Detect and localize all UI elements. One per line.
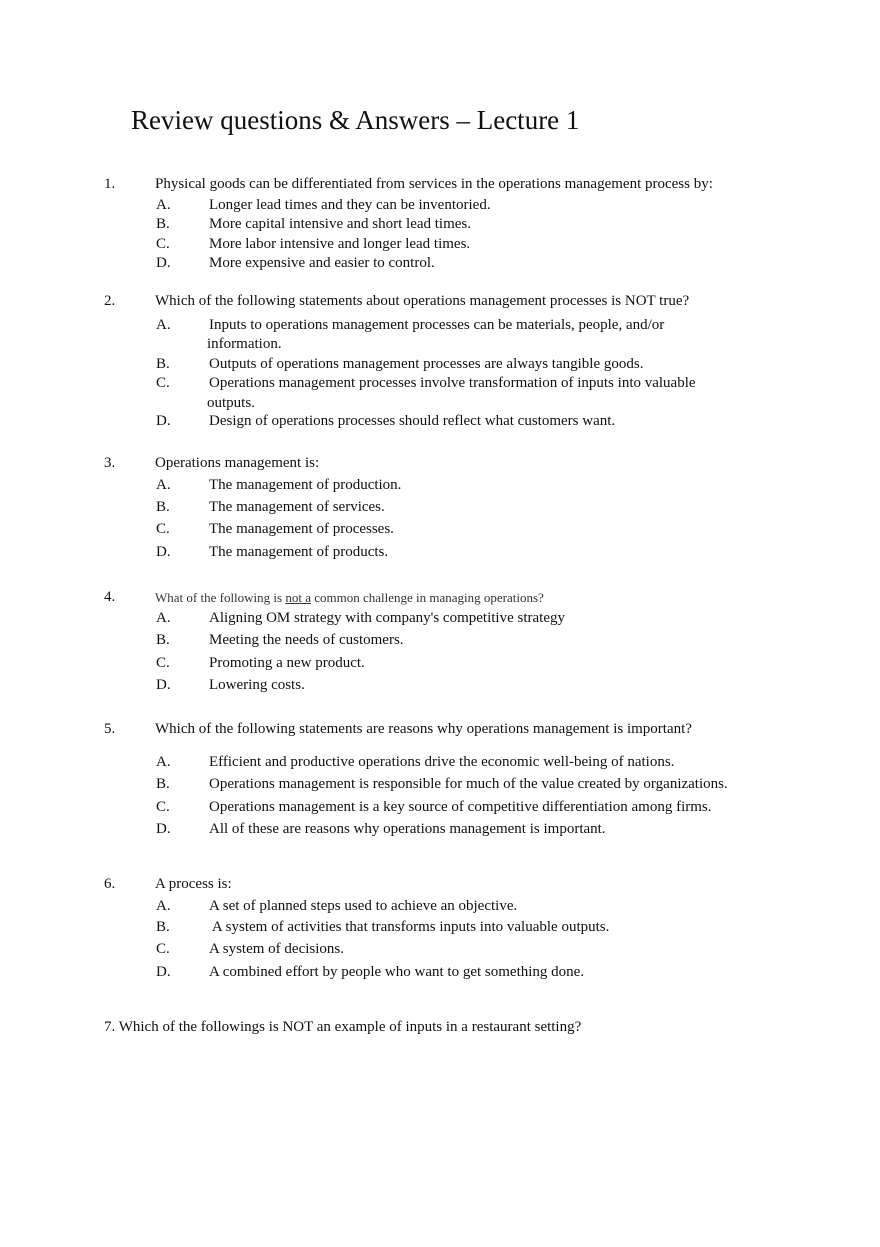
option-text: More labor intensive and longer lead times. — [209, 236, 471, 252]
option-letter: C. — [156, 655, 170, 671]
option-text: The management of products. — [209, 544, 389, 560]
option-letter: D. — [156, 413, 171, 429]
option-letter: D. — [156, 544, 171, 560]
option-letter: A. — [156, 197, 171, 213]
option-text: Aligning OM strategy with company's competitive strategy — [209, 610, 565, 626]
option-text: Operations management is a key source of competitive differentiation among firms. — [209, 799, 712, 815]
question-number: 4. — [104, 589, 116, 605]
option-letter: B. — [156, 776, 170, 792]
option-letter: C. — [156, 799, 170, 815]
question-text-underlined: not a — [285, 590, 311, 605]
option-letter: B. — [156, 499, 170, 515]
option-text: Outputs of operations management processes are always tangible goods. — [209, 356, 644, 372]
question-number: 2. — [104, 293, 116, 309]
question-number: 6. — [104, 876, 116, 892]
option-text: Operations management is responsible for much of the value created by organizations. — [209, 776, 728, 792]
option-text: Longer lead times and they can be inventoried. — [209, 197, 491, 213]
option-text: A system of decisions. — [209, 941, 344, 957]
option-text: More capital intensive and short lead times. — [209, 216, 472, 232]
question-number: 1. — [104, 176, 116, 192]
question-text: A process is: — [155, 876, 232, 892]
question-text: Which of the following statements are reasons why operations management is important? — [155, 721, 692, 737]
option-text: Design of operations processes should reflect what customers want. — [209, 413, 616, 429]
question-text — [155, 588, 544, 607]
option-text-continuation: information. — [207, 336, 282, 352]
question-7: 7. Which of the followings is NOT an example of inputs in a restaurant setting? — [104, 1019, 582, 1035]
page-title: Review questions & Answers – Lecture 1 — [131, 105, 580, 135]
question-number: 5. — [104, 721, 116, 737]
option-text: A combined effort by people who want to get something done. — [209, 964, 585, 980]
option-letter: A. — [156, 898, 171, 914]
question-text: Physical goods can be differentiated from services in the operations management process by: — [155, 176, 713, 192]
option-text: Operations management processes involve transformation of inputs into valuable — [209, 375, 696, 391]
option-text: A system of activities that transforms inputs into valuable outputs. — [209, 919, 610, 935]
option-text: The management of production. — [209, 477, 402, 493]
question-text: Operations management is: — [155, 455, 320, 471]
option-text: Efficient and productive operations drive the economic well-being of nations. — [209, 754, 675, 770]
option-text: All of these are reasons why operations management is important. — [209, 821, 606, 837]
option-letter: D. — [156, 677, 171, 693]
option-letter: B. — [156, 216, 170, 232]
option-letter: D. — [156, 964, 171, 980]
option-text: Meeting the needs of customers. — [209, 632, 404, 648]
option-letter: D. — [156, 821, 171, 837]
option-letter: B. — [156, 632, 170, 648]
option-letter: A. — [156, 754, 171, 770]
option-letter: B. — [156, 919, 170, 935]
option-letter: A. — [156, 317, 171, 333]
question-text: Which of the following statements about operations management processes is NOT true? — [155, 293, 690, 309]
option-text-continuation: outputs. — [207, 395, 255, 411]
option-text: A set of planned steps used to achieve an objective. — [209, 898, 518, 914]
option-letter: D. — [156, 255, 171, 271]
question-text-after: common challenge in managing operations? — [310, 590, 544, 605]
option-letter: C. — [156, 236, 170, 252]
option-letter: A. — [156, 610, 171, 626]
option-text: Inputs to operations management processes can be materials, people, and/or — [209, 317, 665, 333]
question-number: 3. — [104, 455, 116, 471]
option-letter: A. — [156, 477, 171, 493]
option-text: More expensive and easier to control. — [209, 255, 435, 271]
option-text: Promoting a new product. — [209, 655, 365, 671]
option-letter: C. — [156, 521, 170, 537]
option-letter: B. — [156, 356, 170, 372]
option-letter: C. — [156, 375, 170, 391]
question-text-before: What of the following is — [155, 590, 286, 605]
option-text: The management of services. — [209, 499, 385, 515]
option-text: Lowering costs. — [209, 677, 305, 693]
option-letter: C. — [156, 941, 170, 957]
option-text: The management of processes. — [209, 521, 394, 537]
